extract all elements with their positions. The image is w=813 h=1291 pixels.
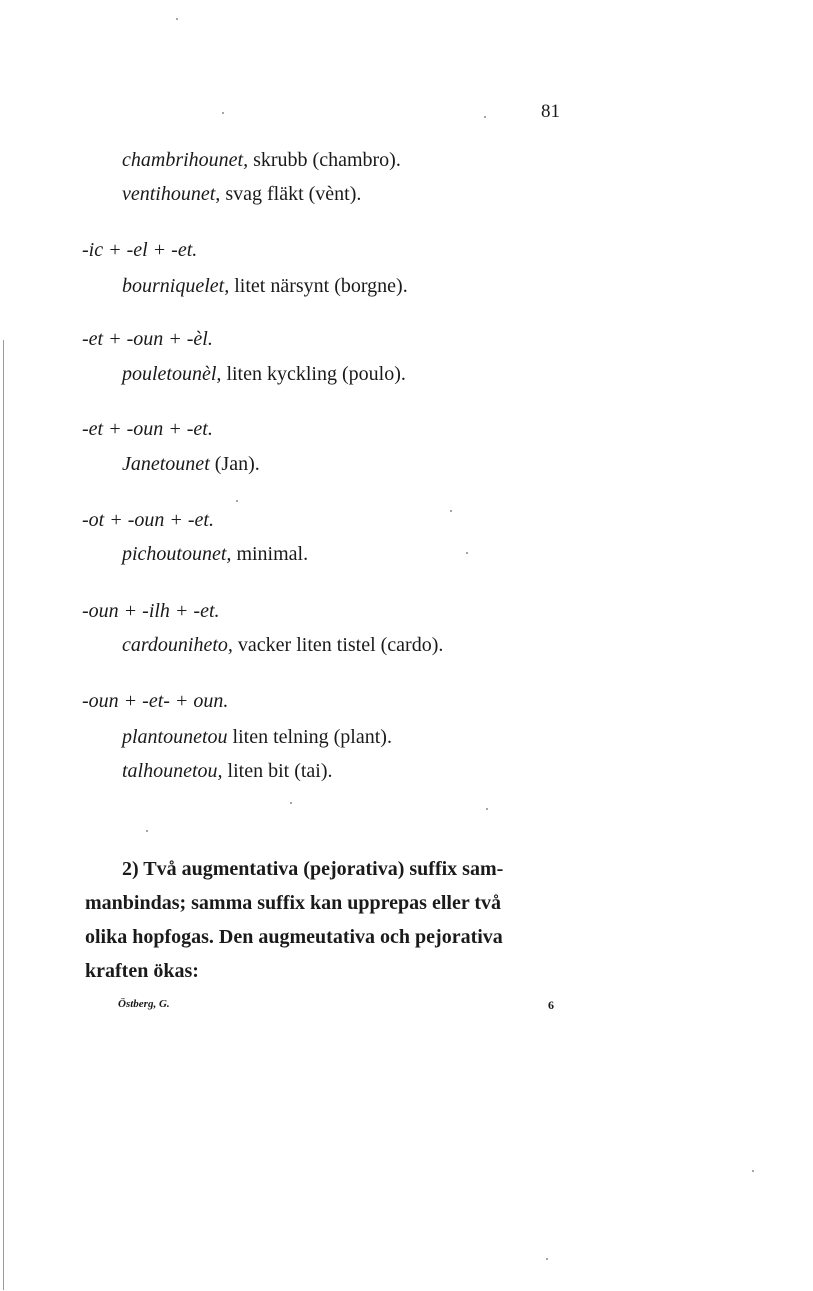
paper-speck — [236, 500, 238, 502]
suffix-heading: -et + -oun + -èl. — [82, 328, 213, 350]
entry-gloss: litet närsynt (borgne). — [229, 275, 408, 297]
entry-gloss: minimal. — [231, 543, 309, 565]
sheet-mark: 6 — [548, 998, 554, 1012]
printer-signature: Östberg, G. — [118, 998, 170, 1010]
entry-plantounetou — [122, 724, 392, 750]
entry-word: pichoutounet, — [122, 543, 232, 565]
page-number: 81 — [541, 101, 560, 122]
entry-gloss: liten kyckling (poulo). — [221, 363, 406, 385]
entry-gloss: liten bit (tai). — [222, 760, 333, 782]
suffix-heading: -et + -oun + -et. — [82, 418, 213, 440]
entry-gloss: vacker liten tistel (cardo). — [232, 634, 444, 656]
entry-cardouniheto — [122, 632, 443, 658]
entry-pouletounel — [122, 361, 406, 387]
entry-pichoutounet — [122, 541, 308, 567]
paragraph-line: 2) Två augmentativa (pejorativa) suffix sam- — [122, 858, 504, 880]
paper-speck — [176, 18, 178, 20]
paper-speck — [222, 112, 224, 114]
entry-gloss: (Jan). — [209, 453, 260, 475]
paper-speck — [290, 802, 292, 804]
entry-gloss: svag fläkt (vènt). — [220, 183, 362, 205]
suffix-heading: -oun + -et- + oun. — [82, 690, 229, 712]
paper-speck — [146, 830, 148, 832]
entry-janetounet — [122, 451, 260, 477]
entry-word: plantounetou — [122, 726, 228, 748]
entry-word: cardouniheto, — [122, 634, 233, 656]
paper-speck — [486, 808, 488, 810]
suffix-heading: -ot + -oun + -et. — [82, 509, 214, 531]
entry-ventihounet — [122, 181, 361, 207]
entry-talhounetou — [122, 758, 333, 784]
body-paragraph — [85, 852, 595, 988]
entry-word: pouletounèl, — [122, 363, 222, 385]
entry-chambrihounet — [122, 147, 401, 173]
entry-bourniquelet — [122, 273, 408, 299]
entry-word: Janetounet — [122, 453, 210, 475]
paper-speck — [466, 552, 468, 554]
entry-word: chambrihounet, — [122, 149, 249, 171]
entry-word: talhounetou, — [122, 760, 223, 782]
entry-word: ventihounet, — [122, 183, 221, 205]
suffix-heading: -oun + -ilh + -et. — [82, 600, 220, 622]
paper-speck — [450, 510, 452, 512]
entry-word: bourniquelet, — [122, 275, 230, 297]
entry-gloss: liten telning (plant). — [227, 726, 392, 748]
paragraph-line: olika hopfogas. Den augmeutativa och pejorativa — [85, 926, 503, 948]
paper-speck — [752, 1170, 754, 1172]
suffix-heading: -ic + -el + -et. — [82, 239, 198, 261]
entry-gloss: skrubb (chambro). — [248, 149, 401, 171]
paragraph-line: manbindas; samma suffix kan upprepas eller två — [85, 892, 501, 914]
paper-speck — [546, 1258, 548, 1260]
page-edge-line — [3, 340, 4, 1290]
paper-speck — [484, 116, 486, 118]
paragraph-line: kraften ökas: — [85, 960, 199, 982]
